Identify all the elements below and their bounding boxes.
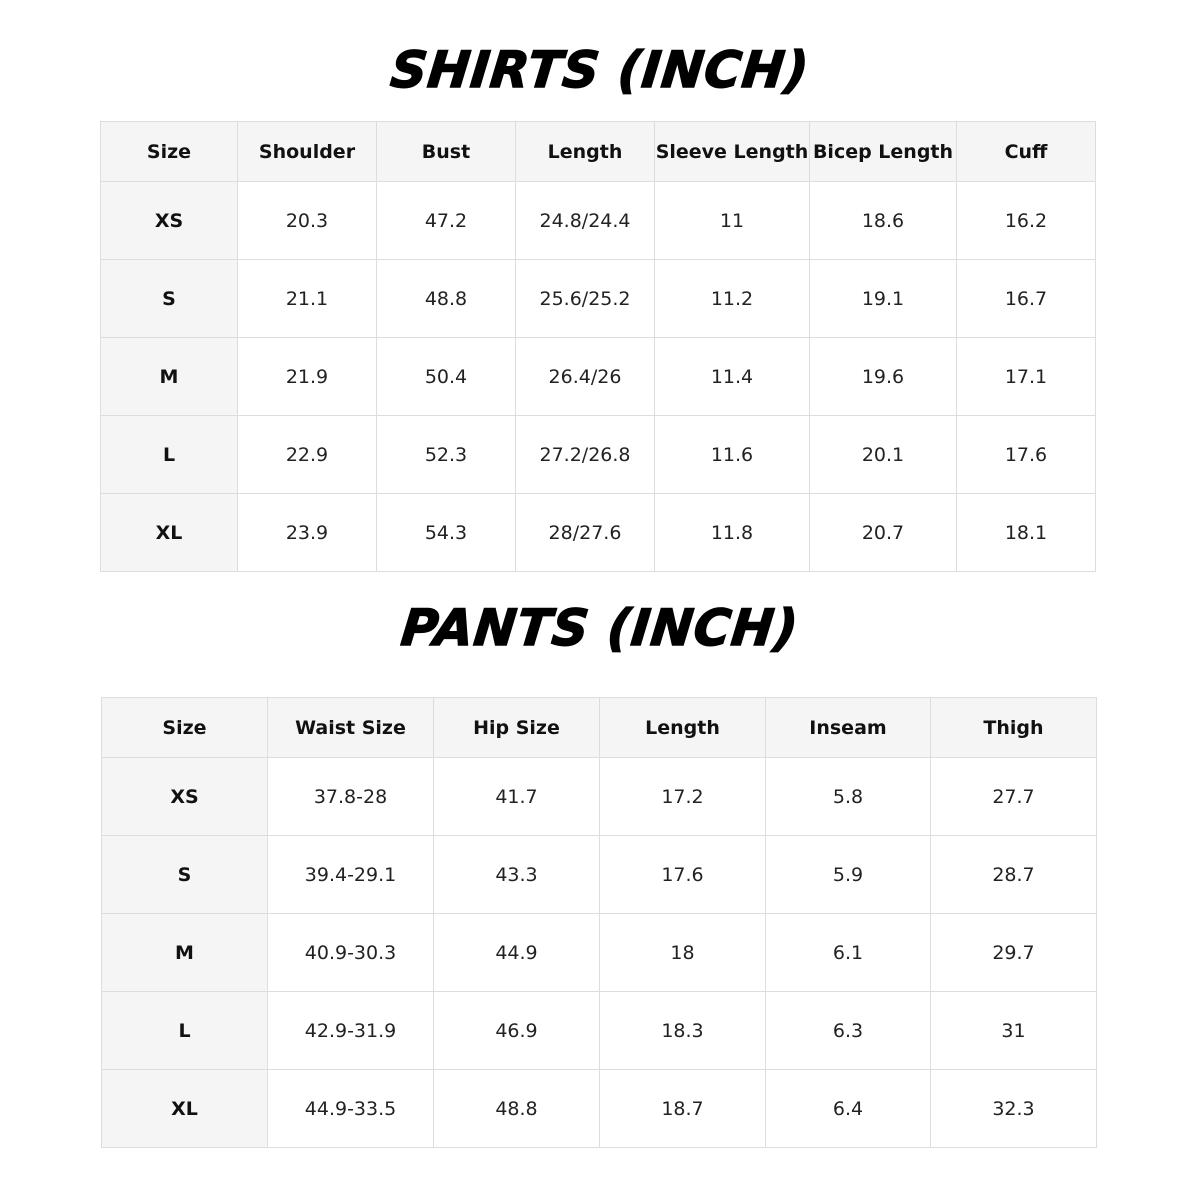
table-row	[101, 338, 1096, 416]
pants-header-waist-size: Waist Size	[268, 698, 434, 758]
pants-header-size: Size	[102, 698, 268, 758]
table-cell: 6.4	[766, 1070, 931, 1148]
shirts-section-title: SHIRTS (INCH)	[387, 41, 813, 99]
table-cell: 46.9	[434, 992, 600, 1070]
size-cell: L	[102, 992, 268, 1070]
size-cell: M	[101, 338, 238, 416]
table-row	[102, 1070, 1097, 1148]
table-row	[101, 182, 1096, 260]
size-cell: XL	[101, 494, 238, 572]
table-cell: 47.2	[377, 182, 516, 260]
table-cell: 19.1	[810, 260, 957, 338]
table-cell: 23.9	[238, 494, 377, 572]
table-cell: 44.9-33.5	[268, 1070, 434, 1148]
size-cell: XS	[102, 758, 268, 836]
table-row	[102, 758, 1097, 836]
pants-header-hip-size: Hip Size	[434, 698, 600, 758]
table-cell: 43.3	[434, 836, 600, 914]
table-cell: 18.3	[600, 992, 766, 1070]
table-cell: 17.1	[957, 338, 1096, 416]
table-cell: 11.6	[655, 416, 810, 494]
table-cell: 11	[655, 182, 810, 260]
table-cell: 26.4/26	[516, 338, 655, 416]
table-cell: 27.2/26.8	[516, 416, 655, 494]
pants-section-title: PANTS (INCH)	[398, 599, 802, 657]
table-row	[102, 914, 1097, 992]
table-cell: 21.9	[238, 338, 377, 416]
table-cell: 17.6	[957, 416, 1096, 494]
table-cell: 39.4-29.1	[268, 836, 434, 914]
table-cell: 37.8-28	[268, 758, 434, 836]
table-cell: 16.7	[957, 260, 1096, 338]
table-cell: 18	[600, 914, 766, 992]
table-cell: 50.4	[377, 338, 516, 416]
table-cell: 40.9-30.3	[268, 914, 434, 992]
table-cell: 24.8/24.4	[516, 182, 655, 260]
shirts-header-sleeve-length: Sleeve Length	[655, 122, 810, 182]
shirts-header-bicep-length: Bicep Length	[810, 122, 957, 182]
shirts-header-cuff: Cuff	[957, 122, 1096, 182]
table-cell: 28/27.6	[516, 494, 655, 572]
table-cell: 19.6	[810, 338, 957, 416]
shirts-header-length: Length	[516, 122, 655, 182]
table-cell: 41.7	[434, 758, 600, 836]
pants-size-table	[101, 697, 1097, 1148]
table-cell: 21.1	[238, 260, 377, 338]
table-cell: 29.7	[931, 914, 1097, 992]
shirts-header-size: Size	[101, 122, 238, 182]
table-cell: 16.2	[957, 182, 1096, 260]
size-cell: S	[101, 260, 238, 338]
table-cell: 17.2	[600, 758, 766, 836]
table-cell: 18.7	[600, 1070, 766, 1148]
pants-header-thigh: Thigh	[931, 698, 1097, 758]
table-row	[102, 836, 1097, 914]
size-cell: XL	[102, 1070, 268, 1148]
table-cell: 48.8	[377, 260, 516, 338]
table-cell: 11.4	[655, 338, 810, 416]
shirts-header-row	[101, 122, 1096, 182]
table-cell: 11.2	[655, 260, 810, 338]
table-cell: 27.7	[931, 758, 1097, 836]
table-cell: 17.6	[600, 836, 766, 914]
table-cell: 48.8	[434, 1070, 600, 1148]
table-cell: 5.8	[766, 758, 931, 836]
table-cell: 5.9	[766, 836, 931, 914]
table-row	[102, 992, 1097, 1070]
table-cell: 20.3	[238, 182, 377, 260]
table-cell: 18.1	[957, 494, 1096, 572]
table-row	[101, 494, 1096, 572]
table-cell: 20.7	[810, 494, 957, 572]
shirts-size-table	[100, 121, 1096, 572]
pants-header-length: Length	[600, 698, 766, 758]
table-row	[101, 416, 1096, 494]
table-cell: 42.9-31.9	[268, 992, 434, 1070]
shirts-header-bust: Bust	[377, 122, 516, 182]
table-cell: 52.3	[377, 416, 516, 494]
table-cell: 20.1	[810, 416, 957, 494]
table-cell: 6.3	[766, 992, 931, 1070]
table-cell: 22.9	[238, 416, 377, 494]
size-cell: XS	[101, 182, 238, 260]
size-cell: S	[102, 836, 268, 914]
table-cell: 44.9	[434, 914, 600, 992]
table-cell: 54.3	[377, 494, 516, 572]
table-cell: 28.7	[931, 836, 1097, 914]
table-cell: 11.8	[655, 494, 810, 572]
table-cell: 18.6	[810, 182, 957, 260]
table-cell: 31	[931, 992, 1097, 1070]
shirts-header-shoulder: Shoulder	[238, 122, 377, 182]
pants-header-row	[102, 698, 1097, 758]
table-row	[101, 260, 1096, 338]
pants-header-inseam: Inseam	[766, 698, 931, 758]
size-cell: L	[101, 416, 238, 494]
table-cell: 25.6/25.2	[516, 260, 655, 338]
size-cell: M	[102, 914, 268, 992]
table-cell: 32.3	[931, 1070, 1097, 1148]
table-cell: 6.1	[766, 914, 931, 992]
